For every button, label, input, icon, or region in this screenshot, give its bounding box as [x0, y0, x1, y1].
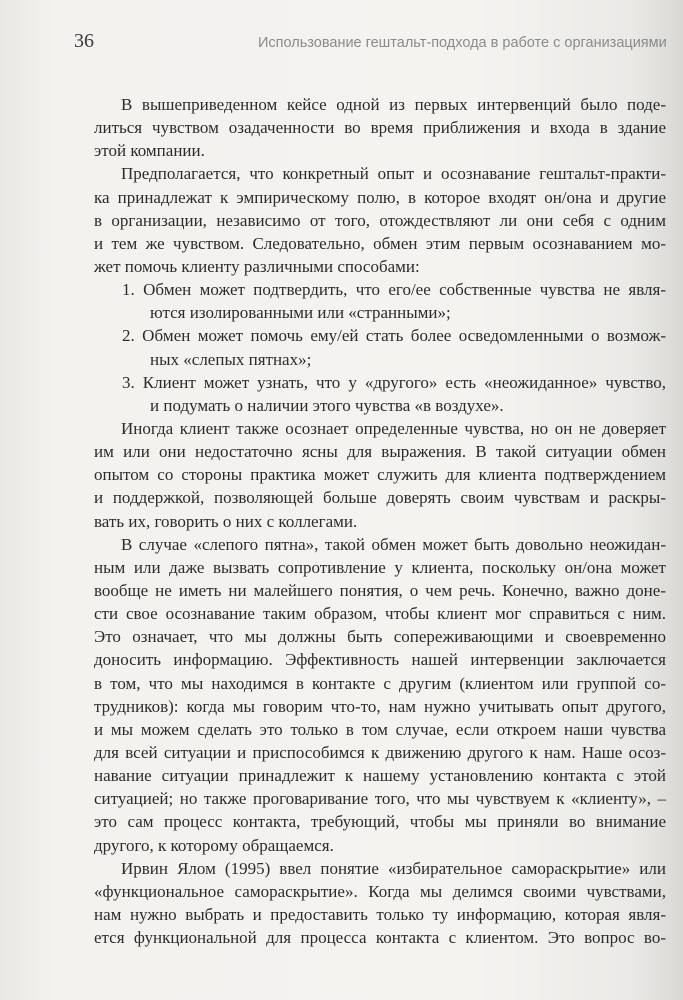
paragraph: [94, 533, 666, 857]
text-line: трудников): когда мы говорим что-то, нам нужно учитывать опыт другого,: [94, 696, 666, 716]
text-line: В вышеприведенном кейсе одной из первых интервенций было поде-: [121, 95, 666, 114]
list-item: [94, 371, 666, 417]
text-line: и поддержкой, позволяющей больше доверять своим чувствам и раскры-: [94, 488, 666, 508]
text-line: в том, что мы находимся в контакте с другим (клиентом или группой со-: [94, 673, 666, 693]
running-header-title: Использование гештальт-подхода в работе с организациями: [258, 35, 667, 51]
text-line: ситуацией; но также проговаривание того, что мы чувствуем к «клиенту», –: [94, 789, 666, 809]
text-line: 1. Обмен может подтвердить, что его/ее собственные чувства не явля-: [122, 280, 666, 300]
text-line: литься чувством озадаченности во время приближения и входа в здание: [94, 118, 666, 138]
text-line: жет помочь клиенту различными способами:: [94, 256, 420, 276]
text-line: Ирвин Ялом (1995) ввел понятие «избирательное самораскрытие» или: [121, 858, 666, 878]
text-line: 2. Обмен может помочь ему/ей стать более осведомленными о возмож-: [122, 326, 666, 346]
list-item: [94, 324, 666, 370]
text-line: Предполагается, что конкретный опыт и осознавание гештальт-практи-: [121, 164, 666, 184]
text-line: и тем же чувством. Следовательно, обмен этим первым осознаванием мо-: [94, 233, 666, 253]
text-line: ются изолированными или «странными»;: [150, 303, 451, 323]
paragraph: [94, 162, 666, 278]
text-line: «функциональное самораскрытие». Когда мы делимся своими чувствами,: [94, 881, 666, 901]
text-line: сти свое осознавание таким образом, чтобы клиент мог справиться с ним.: [94, 604, 666, 624]
page-number: 36: [74, 30, 94, 52]
text-line: это сам процесс контакта, требующий, чтобы мы приняли во внимание: [94, 812, 666, 832]
text-line: 3. Клиент может узнать, что у «другого» есть «неожиданное» чувство,: [122, 372, 666, 392]
text-line: ным или даже вызвать сопротивление у клиента, поскольку он/она может: [94, 557, 666, 577]
text-line: навание ситуации принадлежит к нашему установлению контакта с этой: [94, 766, 666, 786]
text-line: и мы можем сделать это только в том случае, если откроем наши чувства: [94, 719, 666, 739]
text-line: Это означает, что мы должны быть сопереживающими и своевременно: [94, 627, 666, 647]
text-line: В случае «слепого пятна», такой обмен может быть довольно неожидан-: [121, 534, 666, 554]
text-line: в организации, независимо от того, отождествляют ли они себя с одним: [94, 210, 666, 230]
paragraph: [94, 417, 666, 533]
text-line: им или они недостаточно ясны для выражения. В такой ситуации обмен: [94, 442, 666, 462]
paragraph: [94, 857, 666, 950]
text-line: для всей ситуации и приспособимся к движению другого к нам. Наше осоз-: [94, 742, 666, 762]
text-line: этой компании.: [94, 141, 205, 161]
text-line: доносить информацию. Эффективность нашей интервенции заключается: [94, 650, 666, 670]
text-line: и подумать о наличии этого чувства «в воздухе».: [150, 395, 504, 415]
list-item: [94, 278, 666, 324]
body-text: [94, 93, 666, 949]
text-line: ных «слепых пятнах»;: [150, 349, 312, 369]
text-line: опытом со стороны практика может служить для клиента подтверждением: [94, 465, 666, 485]
paragraph: [94, 93, 666, 162]
text-line: нам нужно выбрать и предоставить только ту информацию, которая явля-: [94, 904, 666, 924]
text-line: другого, к которому обращаемся.: [94, 835, 334, 855]
text-line: ется функциональной для процесса контакта с клиентом. Это вопрос во-: [94, 928, 666, 948]
text-line: вать их, говорить о них с коллегами.: [94, 511, 358, 531]
text-line: вообще не иметь ни малейшего понятия, о чем речь. Конечно, важно доне-: [94, 580, 666, 600]
text-line: ка принадлежат к эмпирическому полю, в которое входят он/она и другие: [94, 187, 666, 207]
text-line: Иногда клиент также осознает определенные чувства, но он не доверяет: [121, 418, 666, 438]
